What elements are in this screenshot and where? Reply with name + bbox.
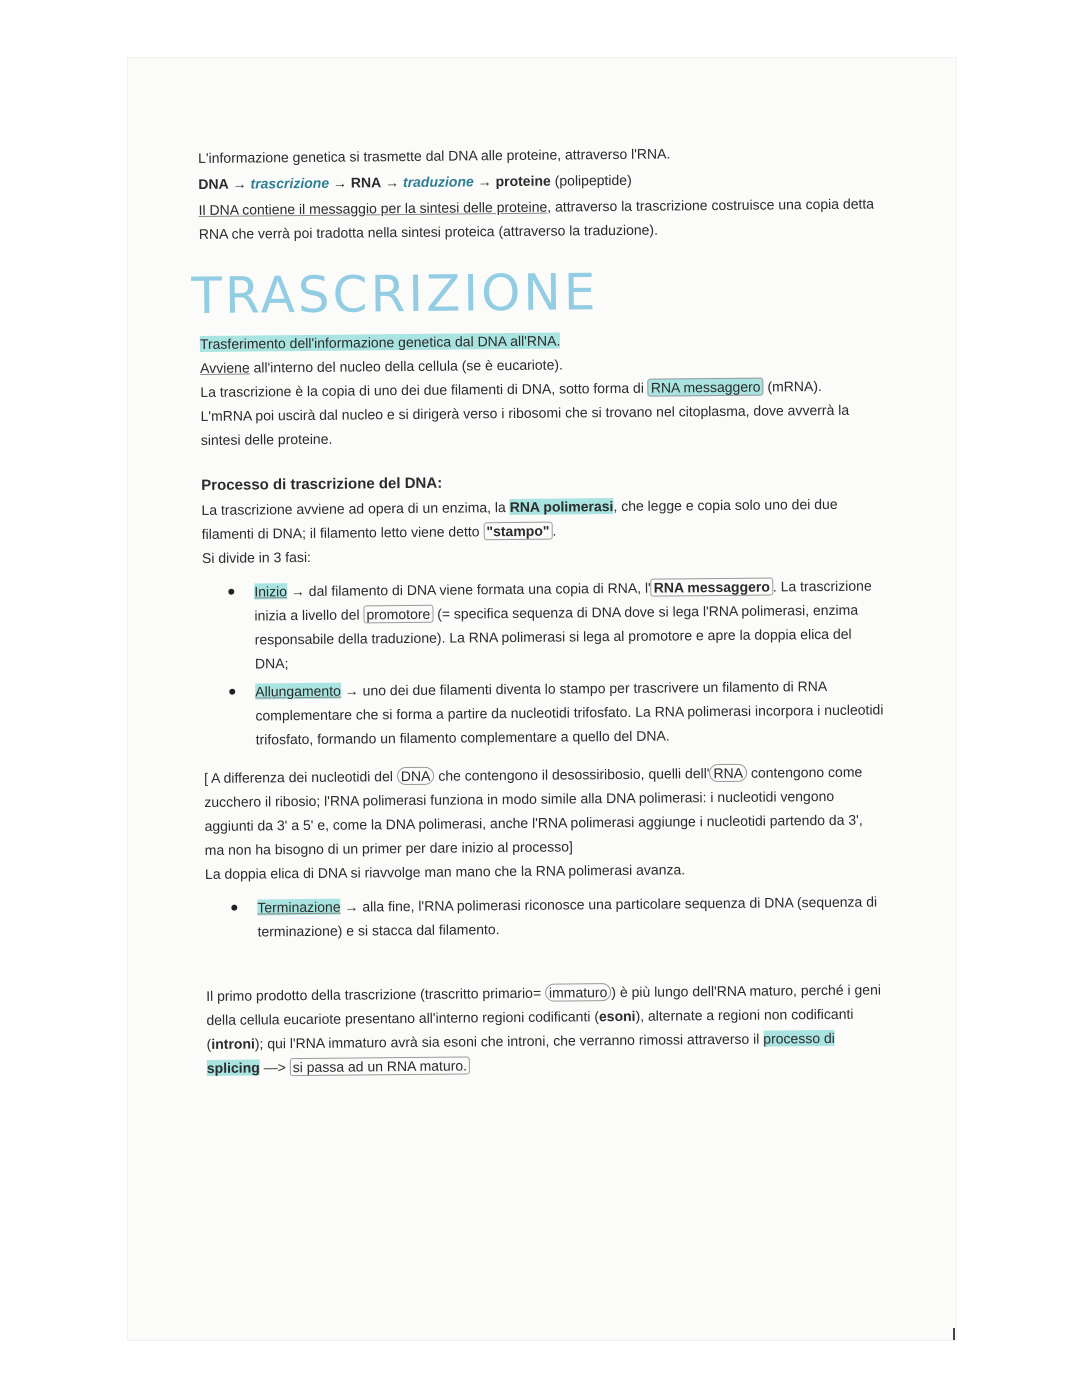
flow-trascrizione: trascrizione — [250, 174, 330, 192]
note-paragraph: [ A differenza dei nucleotidi del DNA che contengono il desossiribosio, quelli dell' RNA contengono come zucchero il ribosio; l'RNA polimerasi funziona in modo simile alla DNA polimerasi: i nucleotidi vengono aggiunti da 3' a 5' e, come la DNA polimerasi, anche l'RNA polimerasi aggiunge i nucleotidi partendo da 3', ma non ha bisogno di un primer per dare inizio al processo] — [203, 763, 863, 858]
stampo-box: "stampo" — [483, 522, 552, 541]
edge-mark — [953, 1328, 955, 1340]
where-line: Avviene all'interno del nucleo della cellula (se è eucariote). — [200, 356, 563, 376]
arrow-icon: → — [385, 174, 400, 191]
bullet-icon — [228, 589, 234, 595]
intro-flow — [198, 165, 878, 196]
page-title: TRASCRIZIONE — [191, 263, 599, 326]
flow-proteine: proteine — [495, 172, 551, 190]
phase-label-terminazione: Terminazione — [257, 898, 341, 916]
definition: Trasferimento dell'informazione genetica dal DNA all'RNA. — [199, 332, 561, 352]
list-item: Inizio → dal filamento di DNA viene formata una copia di RNA, l' RNA messaggero . La trascrizione inizia a livello del promotore (= specifica sequenza di DNA dove si lega l'RNA polimerasi, enzima responsabile della traduzione). La RNA polimerasi si lega al promotore e apre la doppia elica del DNA; — [254, 573, 883, 675]
phases-intro: Si divide in 3 fasi: — [201, 548, 311, 566]
phase-label-inizio: Inizio — [254, 583, 288, 600]
process-heading: Processo di trascrizione del DNA: — [201, 474, 443, 494]
flow-rna: RNA — [350, 174, 382, 191]
phase-list-2 — [205, 889, 885, 944]
document-body — [191, 139, 887, 1079]
flow-dna: DNA — [198, 175, 229, 192]
final-paragraph: Il primo prodotto della trascrizione (trascritto primario= immaturo ) è più lungo dell'RNA maturo, perché i geni della cellula eucariote presentano all'interno regioni codificanti (esoni), alternate a regioni non codificanti (introni); qui l'RNA immaturo avrà sia esoni che introni, che verranno rimossi attraverso il processo di splicing —> si passa ad un RNA maturo. — [206, 981, 882, 1076]
arrow-icon: → — [232, 175, 247, 192]
rna-messaggero-highlight: RNA messaggero — [648, 378, 764, 397]
process-paragraph: La trascrizione avviene ad opera di un enzima, la RNA polimerasi, che legge e copia solo uno dei due filamenti di DNA; il filamento letto viene detto "stampo" . — [201, 495, 838, 542]
flow-polipeptide: (polipeptide) — [554, 171, 632, 189]
list-item: Terminazione → alla fine, l'RNA polimerasi riconosce una particolare sequenza di DNA (sequenza di terminazione) e si stacca dal filamento. — [257, 889, 885, 943]
arrow-icon: → — [332, 174, 348, 191]
arrow-icon: → — [477, 173, 492, 190]
bullet-icon — [229, 689, 235, 695]
intro-underlined: Il DNA contiene il messaggio per la sintesi delle proteine — [198, 198, 548, 218]
phase-list — [202, 573, 884, 752]
rna-polimerasi-highlight: RNA polimerasi — [509, 498, 614, 516]
splicing-highlight: processo di splicing — [206, 1029, 835, 1076]
mrna-line: L'mRNA poi uscirà dal nucleo e si dirigerà verso i ribosomi che si trovano nel citoplasma, dove avverrà la sintesi delle proteine. — [200, 401, 850, 448]
copy-line: La trascrizione è la copia di uno dei due filamenti di DNA, sotto forma di RNA messaggero (mRNA). — [200, 378, 822, 400]
intro-line-1: L'informazione genetica si trasmette dal DNA alle proteine, attraverso l'RNA. — [198, 145, 671, 166]
note-after: La doppia elica di DNA si riavvolge man mano che la RNA polimerasi avanza. — [204, 861, 686, 882]
phase-label-allungamento: Allungamento — [255, 682, 341, 700]
list-item: Allungamento → uno dei due filamenti diventa lo stampo per trascrivere un filamento di RNA complementare che si forma a partire da nucleotidi trifosfato. La RNA polimerasi incorpora i nucleotidi trifosfato, formando un filamento complementare a quello del DNA. — [255, 673, 884, 751]
flow-traduzione: traduzione — [402, 173, 474, 191]
intro-line-3: Il DNA contiene il messaggio per la sintesi delle proteine, attraverso la trascrizione costruisce una copia detta RNA che verrà poi tradotta nella sintesi proteica (attraverso la traduzione). — [198, 195, 875, 242]
bullet-icon — [231, 905, 237, 911]
